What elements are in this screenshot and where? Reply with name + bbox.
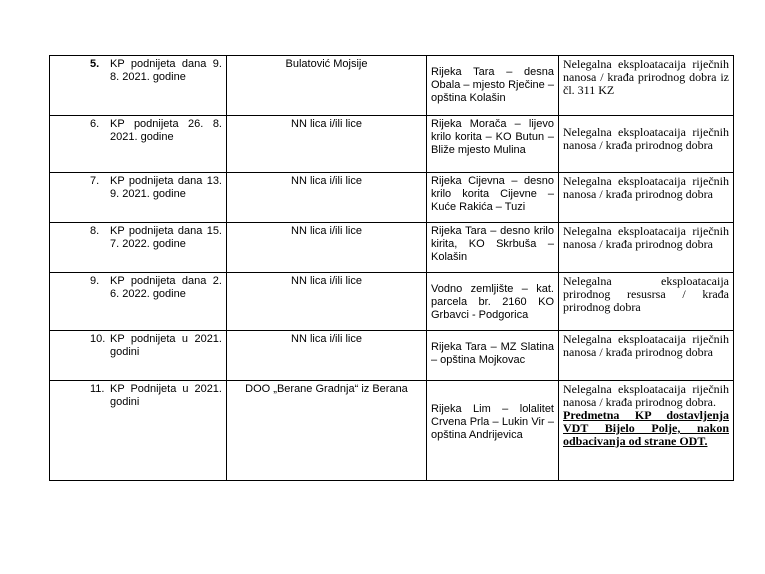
row-number: 8. [90,225,100,237]
report-text: KP podnijeta dana 2. 6. 2022. godine [110,275,222,300]
row-number: 9. [90,275,100,287]
offense-cell: Nelegalna eksploatacaija prirodnog resusrsa / krađa prirodnog dobra [559,273,734,331]
location-cell: Rijeka Cijevna – desno krilo korita Cijevne – Kuće Rakića – Tuzi [427,173,559,223]
report-cell [50,116,227,173]
report-text: KP podnijeta dana 9. 8. 2021. godine [110,58,222,83]
offense-cell: Nelegalna eksploatacaija riječnih nanosa / krađa prirodnog dobra [559,223,734,273]
person-cell: DOO „Berane Gradnja“ iz Berana [227,381,427,481]
table-row [50,173,734,223]
report-text: KP podnijeta dana 15. 7. 2022. godine [110,225,222,250]
offense-cell: Nelegalna eksploatacaija riječnih nanosa / krađa prirodnog dobra iz čl. 311 KZ [559,56,734,116]
table-row [50,56,734,116]
location-cell: Rijeka Lim – lolalitet Crvena Prla – Lukin Vir – opština Andrijevica [427,381,559,481]
person-cell: NN lica i/ili lice [227,273,427,331]
location-cell: Vodno zemljište – kat. parcela br. 2160 KO Grbavci - Podgorica [427,273,559,331]
report-text: KP podnijeta 26. 8. 2021. godine [110,118,222,143]
person-cell: NN lica i/ili lice [227,173,427,223]
location-cell: Rijeka Tara – MZ Slatina – opština Mojkovac [427,331,559,381]
person-cell: NN lica i/ili lice [227,331,427,381]
report-text: KP Podnijeta u 2021. godini [110,383,222,408]
location-cell: Rijeka Morača – lijevo krilo korita – KO Butun – Bliže mjesto Mulina [427,116,559,173]
row-number: 7. [90,175,100,187]
report-cell [50,381,227,481]
offense-cell: Nelegalna eksploatacaija riječnih nanosa / krađa prirodnog dobra [559,116,734,173]
row-number: 11. [90,383,105,395]
report-cell [50,331,227,381]
forwarding-note: Predmetna KP dostavljenja VDT Bijelo Polje, nakon odbacivanja od strane ODT. [563,408,729,448]
person-cell: Bulatović Mojsije [227,56,427,116]
table-row [50,223,734,273]
offense-text: Nelegalna eksploatacaija riječnih nanosa / krađa prirodnog dobra. [563,382,729,409]
report-cell [50,223,227,273]
person-cell: NN lica i/ili lice [227,223,427,273]
table-row [50,273,734,331]
row-number: 5. [90,58,100,70]
report-text: KP podnijeta dana 13. 9. 2021. godine [110,175,222,200]
table-row [50,331,734,381]
offense-cell [559,381,734,481]
report-cell [50,273,227,331]
table-row [50,381,734,481]
location-cell: Rijeka Tara – desna Obala – mjesto Rječine – opština Kolašin [427,56,559,116]
cases-table [49,55,734,481]
report-text: KP podnijeta u 2021. godini [110,333,222,358]
location-cell: Rijeka Tara – desno krilo kirita, KO Skrbuša – Kolašin [427,223,559,273]
offense-cell: Nelegalna eksploatacaija riječnih nanosa / krađa prirodnog dobra [559,331,734,381]
row-number: 10. [90,333,106,345]
report-cell [50,173,227,223]
report-cell [50,56,227,116]
person-cell: NN lica i/ili lice [227,116,427,173]
table-row [50,116,734,173]
offense-cell: Nelegalna eksploatacaija riječnih nanosa / krađa prirodnog dobra [559,173,734,223]
row-number: 6. [90,118,100,130]
